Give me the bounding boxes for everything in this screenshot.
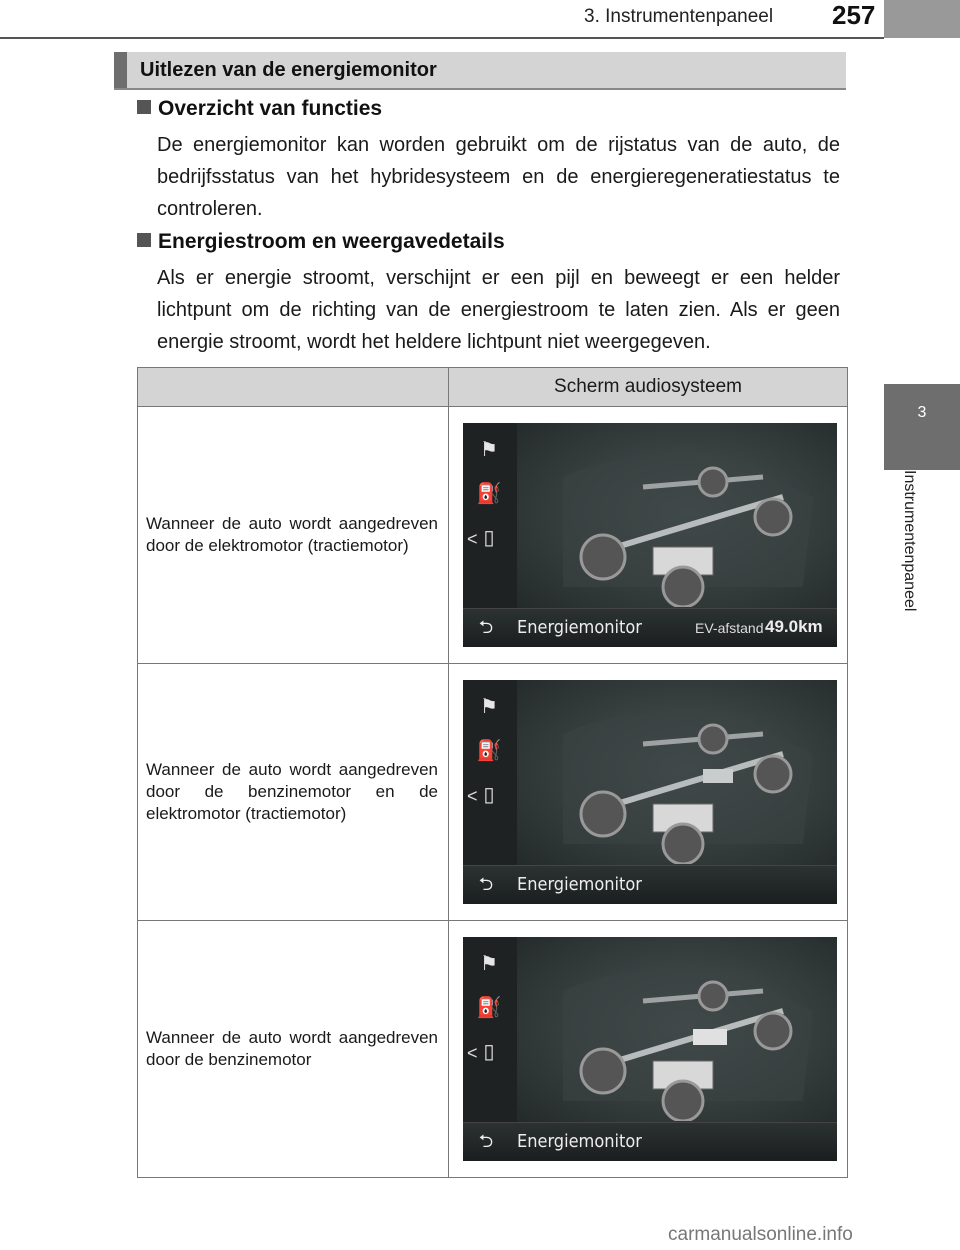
screen-title: Energiemonitor xyxy=(517,1131,642,1152)
screen-cell xyxy=(449,921,848,1178)
running-header: 3. Instrumentenpaneel xyxy=(584,6,774,27)
table-header-cell: Scherm audiosysteem xyxy=(449,368,848,407)
chevron-left-icon[interactable]: < xyxy=(467,529,478,549)
header-rule xyxy=(0,37,884,39)
screen-cell xyxy=(449,664,848,921)
chevron-left-icon[interactable]: < xyxy=(467,786,478,806)
row-description: Wanneer de auto wordt aangedreven door de benzinemotor xyxy=(138,921,449,1178)
back-icon[interactable]: ⮌ xyxy=(478,874,494,894)
energy-monitor-screen xyxy=(463,937,837,1161)
table-row xyxy=(138,664,848,921)
square-bullet-icon xyxy=(137,233,151,247)
table-row xyxy=(138,921,848,1178)
screen-title: Energiemonitor xyxy=(517,617,642,638)
screen-title: Energiemonitor xyxy=(517,874,642,895)
fuel-pump-icon[interactable]: ⛽ xyxy=(476,997,502,1019)
section-title-bar xyxy=(114,52,846,90)
side-tab-top xyxy=(884,0,960,38)
screen-bottom-bar xyxy=(463,865,837,904)
chapter-tab[interactable] xyxy=(884,384,960,470)
row-description: Wanneer de auto wordt aangedreven door de benzinemotor en de elektromotor (tractiemotor) xyxy=(138,664,449,921)
energy-monitor-table xyxy=(137,367,848,1178)
car-chassis-illustration xyxy=(523,951,833,1121)
fuel-pump-icon[interactable]: ⛽ xyxy=(476,483,502,505)
table-row xyxy=(138,407,848,664)
table-header-row xyxy=(138,368,848,407)
battery-icon[interactable]: ▯ xyxy=(483,527,495,549)
subheading-energy-flow: Energiestroom en weergavedetails xyxy=(137,230,505,254)
screen-bottom-bar xyxy=(463,608,837,647)
chevron-left-icon[interactable]: < xyxy=(467,1043,478,1063)
row-description: Wanneer de auto wordt aangedreven door de elektromotor (tractiemotor) xyxy=(138,407,449,664)
chapter-label: Instrumentenpaneel xyxy=(901,470,918,612)
square-bullet-icon xyxy=(137,100,151,114)
section-marker xyxy=(114,52,127,88)
checkered-flag-icon[interactable]: ⚑ xyxy=(480,696,498,718)
car-chassis-illustration xyxy=(523,694,833,864)
checkered-flag-icon[interactable]: ⚑ xyxy=(480,953,498,975)
page-number: 257 xyxy=(832,0,876,30)
energy-monitor-screen xyxy=(463,423,837,647)
ev-range-label: EV-afstand xyxy=(695,620,764,636)
battery-icon[interactable]: ▯ xyxy=(483,1041,495,1063)
watermark: carmanualsonline.info xyxy=(668,1224,853,1245)
energy-monitor-screen xyxy=(463,680,837,904)
ev-range-value: 49.0km xyxy=(765,617,823,636)
subheading-overview: Overzicht van functies xyxy=(137,97,382,121)
screen-cell xyxy=(449,407,848,664)
back-icon[interactable]: ⮌ xyxy=(478,617,494,637)
back-icon[interactable]: ⮌ xyxy=(478,1131,494,1151)
table-header-cell xyxy=(138,368,449,407)
paragraph-overview: De energiemonitor kan worden gebruikt om de rijstatus van de auto, de bedrijfsstatus van het hybridesysteem en de energieregeneratiestatus te controleren. xyxy=(157,134,840,220)
battery-icon[interactable]: ▯ xyxy=(483,784,495,806)
fuel-pump-icon[interactable]: ⛽ xyxy=(476,740,502,762)
car-chassis-illustration xyxy=(523,437,833,607)
chapter-number: 3 xyxy=(917,404,927,421)
paragraph-energy-flow: Als er energie stroomt, verschijnt er een pijl en beweegt er een helder lichtpunt om de richting van de energiestroom te laten zien. Als er geen energie stroomt, wordt het heldere lichtpunt niet weergegeven. xyxy=(157,267,840,353)
checkered-flag-icon[interactable]: ⚑ xyxy=(480,439,498,461)
section-title: Uitlezen van de energiemonitor xyxy=(140,59,437,81)
screen-bottom-bar xyxy=(463,1122,837,1161)
